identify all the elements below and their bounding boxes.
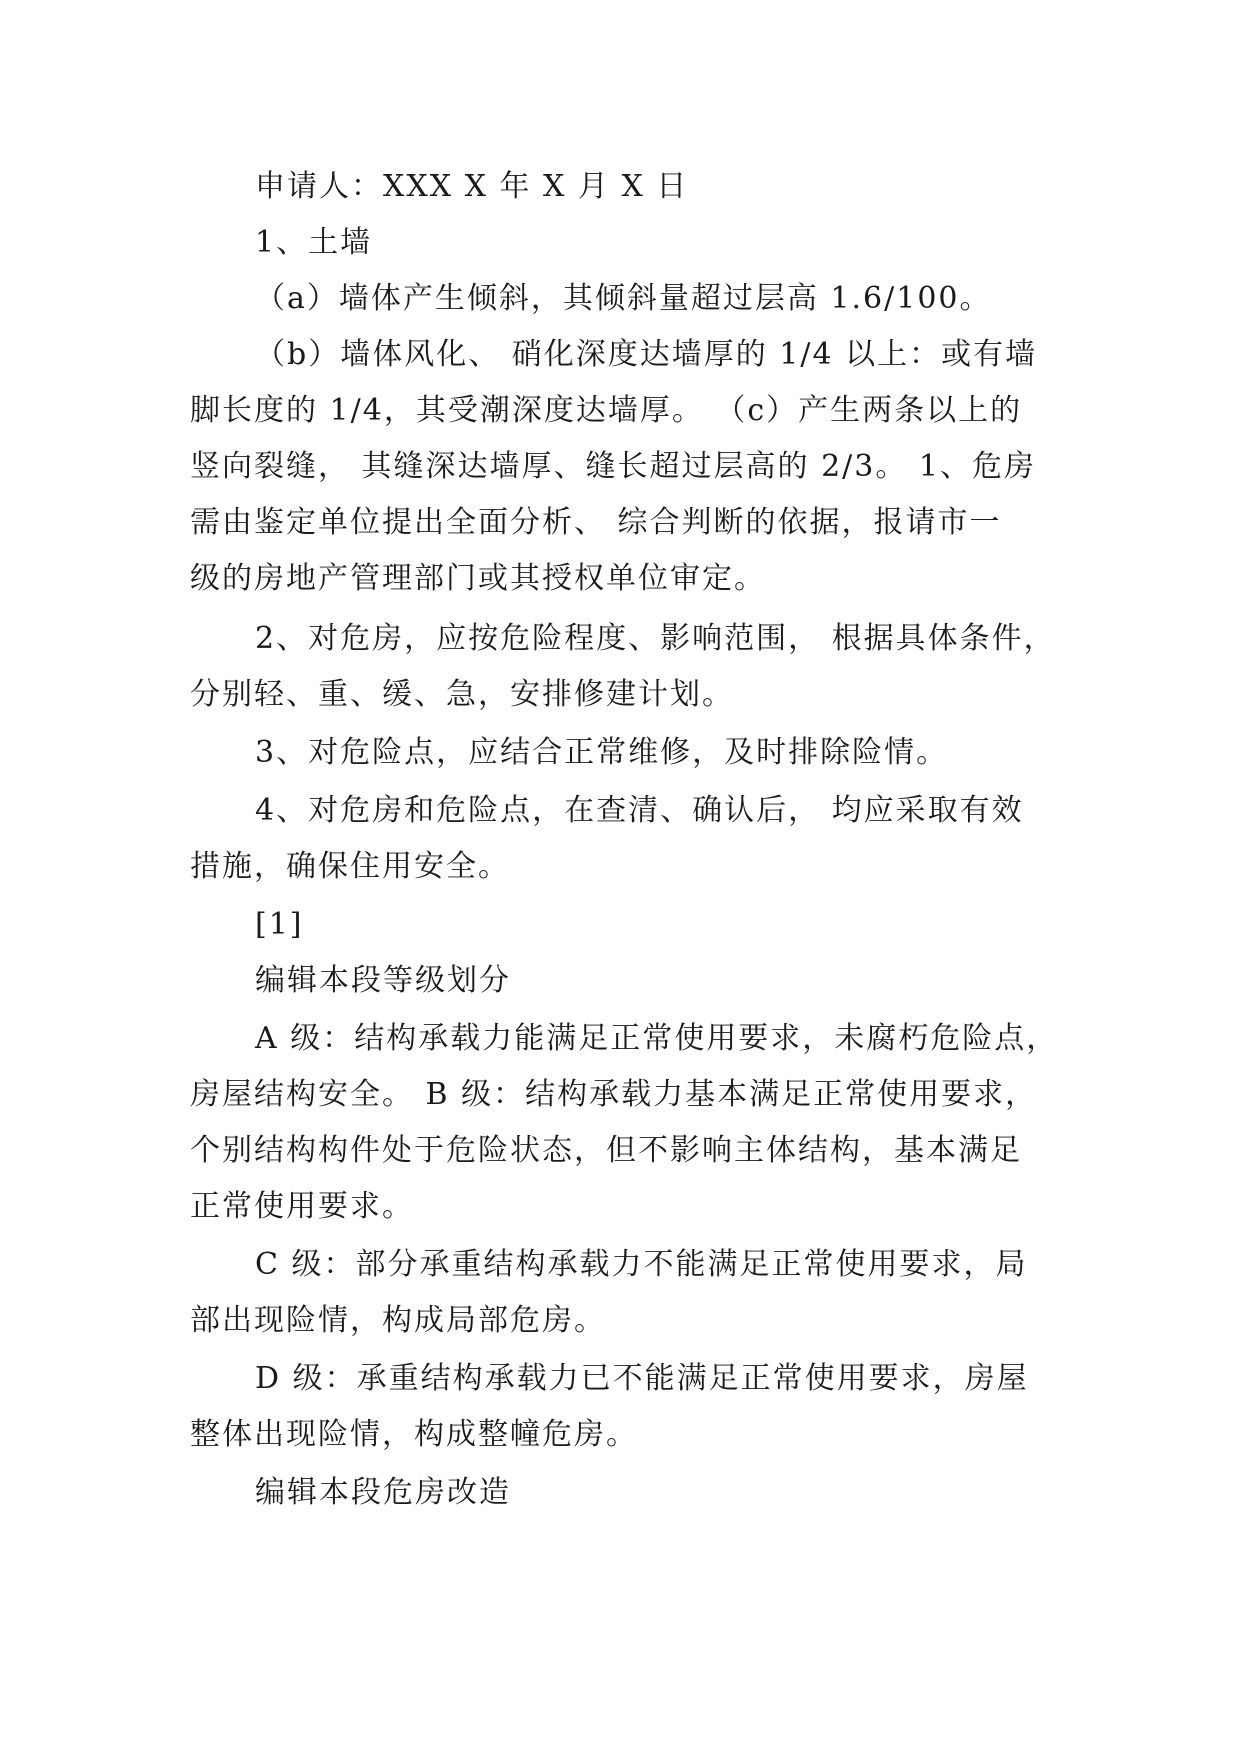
paragraph-line: 房屋结构安全。 B 级：结构承载力基本满足正常使用要求，: [190, 1077, 1038, 1112]
section-heading-earth-wall: 1、土墙: [255, 225, 373, 260]
paragraph-line: 需由鉴定单位提出全面分析、 综合判断的依据，报请市一: [190, 505, 1002, 540]
paragraph-line: 脚长度的 1/4，其受潮深度达墙厚。 （c）产生两条以上的: [190, 393, 1023, 428]
paragraph-line: 个别结构构件处于危险状态，但不影响主体结构，基本满足: [190, 1133, 1022, 1168]
paragraph-line: D 级：承重结构承载力已不能满足正常使用要求，房屋: [255, 1361, 1029, 1396]
paragraph-line: C 级：部分承重结构承载力不能满足正常使用要求，局: [255, 1247, 1028, 1282]
paragraph-line: 正常使用要求。: [190, 1189, 414, 1224]
paragraph-line: （a）墙体产生倾斜，其倾斜量超过层高 1.6/100。: [255, 281, 992, 316]
paragraph-line: 整体出现险情，构成整幢危房。: [190, 1417, 638, 1452]
paragraph-line: A 级：结构承载力能满足正常使用要求，未腐朽危险点，: [255, 1021, 1059, 1056]
paragraph-line: （b）墙体风化、 硝化深度达墙厚的 1/4 以上：或有墙: [255, 337, 1038, 372]
paragraph-line: 竖向裂缝， 其缝深达墙厚、缝长超过层高的 2/3。 1、危房: [190, 449, 1036, 484]
paragraph-line: 级的房地产管理部门或其授权单位审定。: [190, 561, 766, 596]
paragraph-line: 分别轻、重、缓、急，安排修建计划。: [190, 677, 734, 712]
section-heading-renovation: 编辑本段危房改造: [255, 1475, 511, 1510]
citation-marker: [1]: [255, 907, 304, 942]
paragraph-line: 3、对危险点，应结合正常维修，及时排除险情。: [255, 735, 949, 770]
section-heading-grading: 编辑本段等级划分: [255, 963, 511, 998]
paragraph-line: 措施，确保住用安全。: [190, 849, 510, 884]
paragraph-line: 部出现险情，构成局部危房。: [190, 1303, 606, 1338]
paragraph-line: 2、对危房，应按危险程度、影响范围， 根据具体条件，: [255, 621, 1056, 656]
applicant-line: 申请人：XXX X 年 X 月 X 日: [255, 169, 689, 204]
paragraph-line: 4、对危房和危险点，在查清、确认后， 均应采取有效: [255, 793, 1024, 828]
